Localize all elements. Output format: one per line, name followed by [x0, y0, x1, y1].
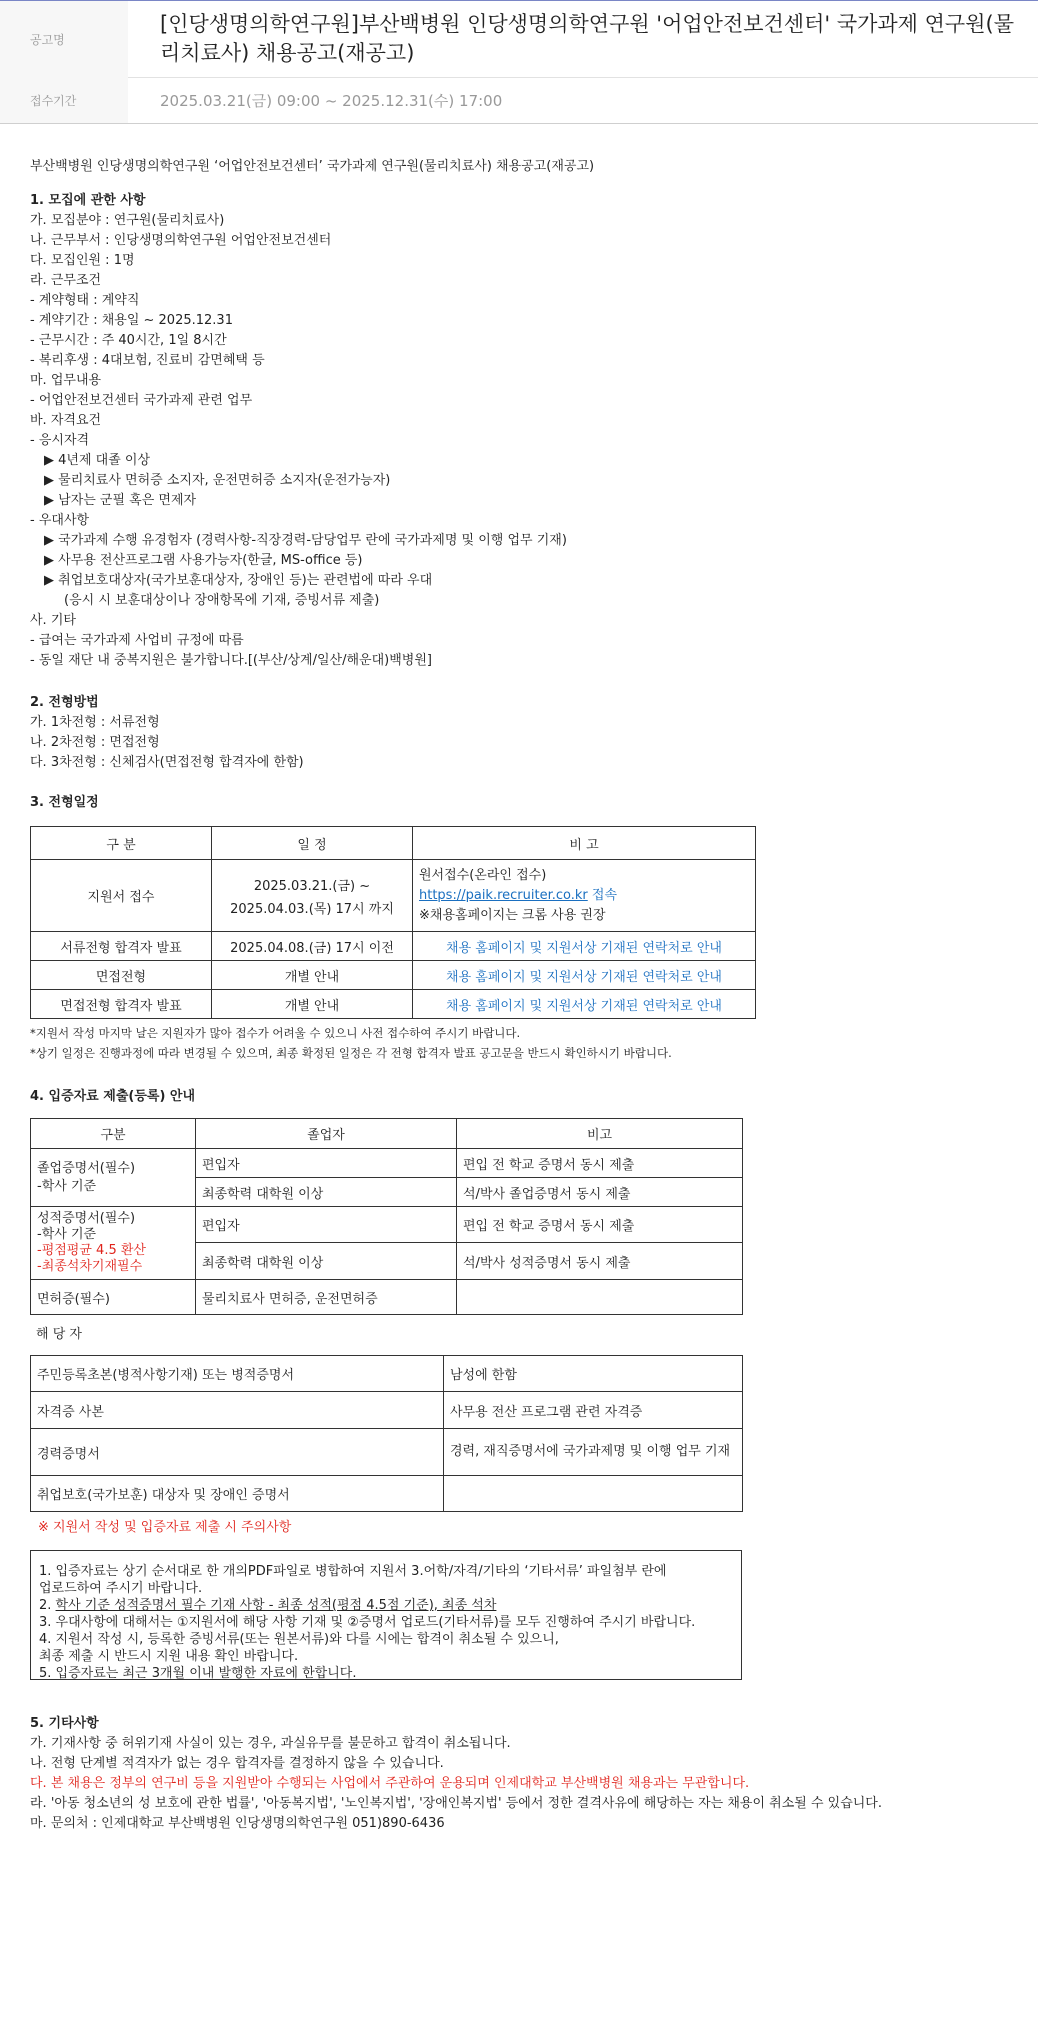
- schedule-stage: 지원서 접수: [31, 860, 212, 932]
- schedule-note: 채용 홈페이지 및 지원서상 기재된 연락처로 안내: [413, 932, 756, 961]
- application-period: 2025.03.21(금) 09:00 ~ 2025.12.31(수) 17:00: [160, 91, 503, 110]
- doc-target: 물리치료사 면허증, 운전면허증: [196, 1280, 457, 1315]
- posting-title: [인당생명의학연구원]부산백병원 인당생명의학연구원 '어업안전보건센터' 국가과제 연구원(물리치료사) 채용공고(재공고): [160, 12, 1014, 65]
- caution-item: 1. 입증자료는 상기 순서대로 한 개의PDF파일로 병합하여 지원서 3.어학/자격/기타의 ‘기타서류’ 파일첨부 란에: [39, 1564, 667, 1579]
- list-item: 다. 3차전형 : 신체검사(면접전형 합격자에 한함): [30, 755, 304, 770]
- doc-category-line: -최종석차기재필수: [37, 1259, 143, 1274]
- list-item: (응시 시 보훈대상이나 장애항목에 기재, 증빙서류 제출): [64, 593, 380, 608]
- recruit-site-link[interactable]: https://paik.recruiter.co.kr: [419, 887, 588, 903]
- doc-name: 경력증명서: [31, 1429, 444, 1476]
- table-row: [31, 1280, 743, 1315]
- table-row: [31, 1476, 743, 1512]
- list-item: ▶ 취업보호대상자(국가보훈대상자, 장애인 등)는 관련법에 따라 우대: [44, 573, 433, 588]
- doc-note: 남성에 한함: [444, 1356, 743, 1392]
- schedule-date: [212, 860, 413, 932]
- doc-name: 주민등록초본(병적사항기재) 또는 병적증명서: [31, 1356, 444, 1392]
- caution-underlined: 학사 기준 성적증명서 필수 기재 사항 - 최종 성적(평점 4.5점 기준), 최종 석차: [55, 1598, 497, 1613]
- documents-table: [30, 1118, 743, 1315]
- doc-note: 사무용 전산 프로그램 관련 자격증: [444, 1392, 743, 1429]
- section3-heading: 3. 전형일정: [30, 795, 99, 810]
- title-label: 공고명: [0, 1, 128, 77]
- list-item: - 급여는 국가과제 사업비 규정에 따름: [30, 633, 244, 648]
- period-label: 접수기간: [0, 77, 128, 123]
- list-item: 나. 2차전형 : 면접전형: [30, 735, 160, 750]
- title-row: [0, 1, 1038, 78]
- list-item: 라. 근무조건: [30, 273, 102, 288]
- list-item: 라. '아동 청소년의 성 보호에 관한 법률', '아동복지법', '노인복지법', '장애인복지법' 등에서 정한 결격사유에 해당하는 자는 채용이 취소될 수 있습니다.: [30, 1796, 882, 1811]
- list-item: - 계약형태 : 계약직: [30, 293, 140, 308]
- doc-category-line: -학사 기준: [37, 1227, 97, 1242]
- doc-category: [31, 1149, 196, 1207]
- list-item: - 계약기간 : 채용일 ~ 2025.12.31: [30, 313, 233, 328]
- list-item: - 어업안전보건센터 국가과제 관련 업무: [30, 393, 253, 408]
- list-item: 바. 자격요건: [30, 413, 102, 428]
- doc-category-line: -학사 기준: [37, 1178, 97, 1194]
- list-item: ▶ 4년제 대졸 이상: [44, 453, 151, 468]
- extra-documents-table: [30, 1355, 743, 1512]
- caution-item: 3. 우대사항에 대해서는 ①지원서에 해당 사항 기재 및 ②증명서 업로드(기타서류)를 모두 진행하여 주시기 바랍니다.: [39, 1615, 696, 1630]
- table-row: [31, 1149, 743, 1178]
- doc-target: 최종학력 대학원 이상: [196, 1178, 457, 1207]
- caution-item: 업로드하여 주시기 바랍니다.: [39, 1581, 203, 1596]
- table-row: [31, 1207, 743, 1243]
- section1-heading: 1. 모집에 관한 사항: [30, 193, 146, 208]
- doc-note: 편입 전 학교 증명서 동시 제출: [457, 1149, 743, 1178]
- doc-target: 최종학력 대학원 이상: [196, 1243, 457, 1280]
- schedule-date: 2025.04.08.(금) 17시 이전: [212, 932, 413, 961]
- doc-target: 편입자: [196, 1149, 457, 1178]
- section2-heading: 2. 전형방법: [30, 695, 99, 710]
- list-item: ▶ 물리치료사 면허증 소지자, 운전면허증 소지자(운전가능자): [44, 473, 391, 488]
- doc-note: [457, 1280, 743, 1315]
- doc-category: [31, 1207, 196, 1280]
- list-item: - 동일 재단 내 중복지원은 불가합니다.[(부산/상계/일산/해운대)백병원]: [30, 653, 432, 668]
- note-line: 원서접수(온라인 접수): [419, 867, 547, 883]
- list-item: - 근무시간 : 주 40시간, 1일 8시간: [30, 333, 227, 348]
- table-row: [31, 860, 756, 932]
- posting-body: [30, 123, 1020, 1834]
- column-header: 졸업자: [196, 1119, 457, 1149]
- list-item: 가. 기재사항 중 허위기재 사실이 있는 경우, 과실유무를 불문하고 합격이 취소됩니다.: [30, 1736, 511, 1751]
- list-item: 사. 기타: [30, 613, 76, 628]
- caution-number: 2.: [39, 1598, 56, 1613]
- section4-heading: 4. 입증자료 제출(등록) 안내: [30, 1089, 196, 1104]
- contact-info: 마. 문의처 : 인제대학교 부산백병원 인당생명의학연구원 051)890-6436: [30, 1816, 445, 1831]
- table-row: [31, 1356, 743, 1392]
- column-header: 구분: [31, 1119, 196, 1149]
- list-item: 마. 업무내용: [30, 373, 102, 388]
- list-item: ▶ 국가과제 수행 유경험자 (경력사항-직장경력-담당업무 란에 국가과제명 및 이행 업무 기재): [44, 533, 567, 548]
- list-item: 나. 근무부서 : 인당생명의학연구원 어업안전보건센터: [30, 233, 332, 248]
- intro-text: 부산백병원 인당생명의학연구원 ‘어업안전보건센터’ 국가과제 연구원(물리치료사) 채용공고(재공고): [30, 159, 595, 174]
- table-row: [31, 1392, 743, 1429]
- column-header: 구 분: [31, 827, 212, 860]
- doc-category-line: 졸업증명서(필수): [37, 1160, 136, 1176]
- column-header: 일 정: [212, 827, 413, 860]
- doc-note: 석/박사 성적증명서 동시 제출: [457, 1243, 743, 1280]
- schedule-note: 채용 홈페이지 및 지원서상 기재된 연락처로 안내: [413, 990, 756, 1019]
- table-row: [31, 932, 756, 961]
- column-header: 비고: [457, 1119, 743, 1149]
- schedule-stage: 면접전형 합격자 발표: [31, 990, 212, 1019]
- doc-category-line: -평점평균 4.5 환산: [37, 1243, 146, 1258]
- section1-list: [30, 211, 1020, 671]
- list-item: 다. 본 채용은 정부의 연구비 등을 지원받아 수행되는 사업에서 주관하여 운용되며 인제대학교 부산백병원 채용과는 무관합니다.: [30, 1776, 750, 1791]
- list-item: 가. 모집분야 : 연구원(물리치료사): [30, 213, 225, 228]
- caution-item: 5. 입증자료는 최근 3개월 이내 발행한 자료에 한합니다.: [39, 1666, 357, 1681]
- period-row: [0, 77, 1038, 124]
- doc-category-line: 성적증명서(필수): [37, 1211, 136, 1226]
- schedule-date: 개별 안내: [212, 990, 413, 1019]
- list-item: - 응시자격: [30, 433, 90, 448]
- doc-name: 취업보호(국가보훈) 대상자 및 장애인 증명서: [31, 1476, 444, 1512]
- table-row: [31, 1429, 743, 1476]
- schedule-note: 채용 홈페이지 및 지원서상 기재된 연락처로 안내: [413, 961, 756, 990]
- schedule-date: 개별 안내: [212, 961, 413, 990]
- list-item: - 우대사항: [30, 513, 90, 528]
- caution-heading: ※ 지원서 작성 및 입증자료 제출 시 주의사항: [38, 1520, 292, 1535]
- caution-item: 4. 지원서 작성 시, 등록한 증빙서류(또는 원본서류)와 다를 시에는 합격이 취소될 수 있으니,: [39, 1632, 559, 1647]
- link-suffix: 접속: [587, 887, 617, 903]
- doc-name: 자격증 사본: [31, 1392, 444, 1429]
- list-item: 다. 모집인원 : 1명: [30, 253, 135, 268]
- list-item: 가. 1차전형 : 서류전형: [30, 715, 160, 730]
- section5-heading: 5. 기타사항: [30, 1716, 99, 1731]
- caution-item: 최종 제출 시 반드시 지원 내용 확인 바랍니다.: [39, 1649, 299, 1664]
- list-item: ▶ 사무용 전산프로그램 사용가능자(한글, MS-office 등): [44, 553, 363, 568]
- target-label: 해 당 자: [36, 1327, 82, 1342]
- schedule-stage: 면접전형: [31, 961, 212, 990]
- note-line: ※채용홈페이지는 크롬 사용 권장: [419, 907, 606, 923]
- schedule-table: [30, 826, 756, 1019]
- column-header: 비 고: [413, 827, 756, 860]
- doc-note: 석/박사 졸업증명서 동시 제출: [457, 1178, 743, 1207]
- list-item: ▶ 남자는 군필 혹은 면제자: [44, 493, 197, 508]
- date-start: 2025.03.21.(금) ~: [253, 878, 371, 894]
- list-item: 나. 전형 단계별 적격자가 없는 경우 합격자를 결정하지 않을 수 있습니다.: [30, 1756, 444, 1771]
- doc-note: 경력, 재직증명서에 국가과제명 및 이행 업무 기재: [444, 1429, 743, 1476]
- doc-note: 편입 전 학교 증명서 동시 제출: [457, 1207, 743, 1243]
- doc-target: 편입자: [196, 1207, 457, 1243]
- note-line: [419, 886, 751, 906]
- doc-note: [444, 1476, 743, 1512]
- footnote: *상기 일정은 진행과정에 따라 변경될 수 있으며, 최종 확정된 일정은 각 전형 합격자 발표 공고문을 반드시 확인하시기 바랍니다.: [30, 1046, 672, 1060]
- schedule-note: [413, 860, 756, 932]
- caution-box: [30, 1550, 742, 1680]
- footnote: *지원서 작성 마지막 날은 지원자가 많아 접수가 어려울 수 있으니 사전 접수하여 주시기 바랍니다.: [30, 1026, 521, 1040]
- list-item: - 복리후생 : 4대보험, 진료비 감면혜택 등: [30, 353, 265, 368]
- table-row: [31, 990, 756, 1019]
- table-row: [31, 961, 756, 990]
- date-end: 2025.04.03.(목) 17시 까지: [230, 901, 394, 917]
- schedule-stage: 서류전형 합격자 발표: [31, 932, 212, 961]
- caution-item: [39, 1597, 733, 1614]
- doc-category: 면허증(필수): [31, 1280, 196, 1315]
